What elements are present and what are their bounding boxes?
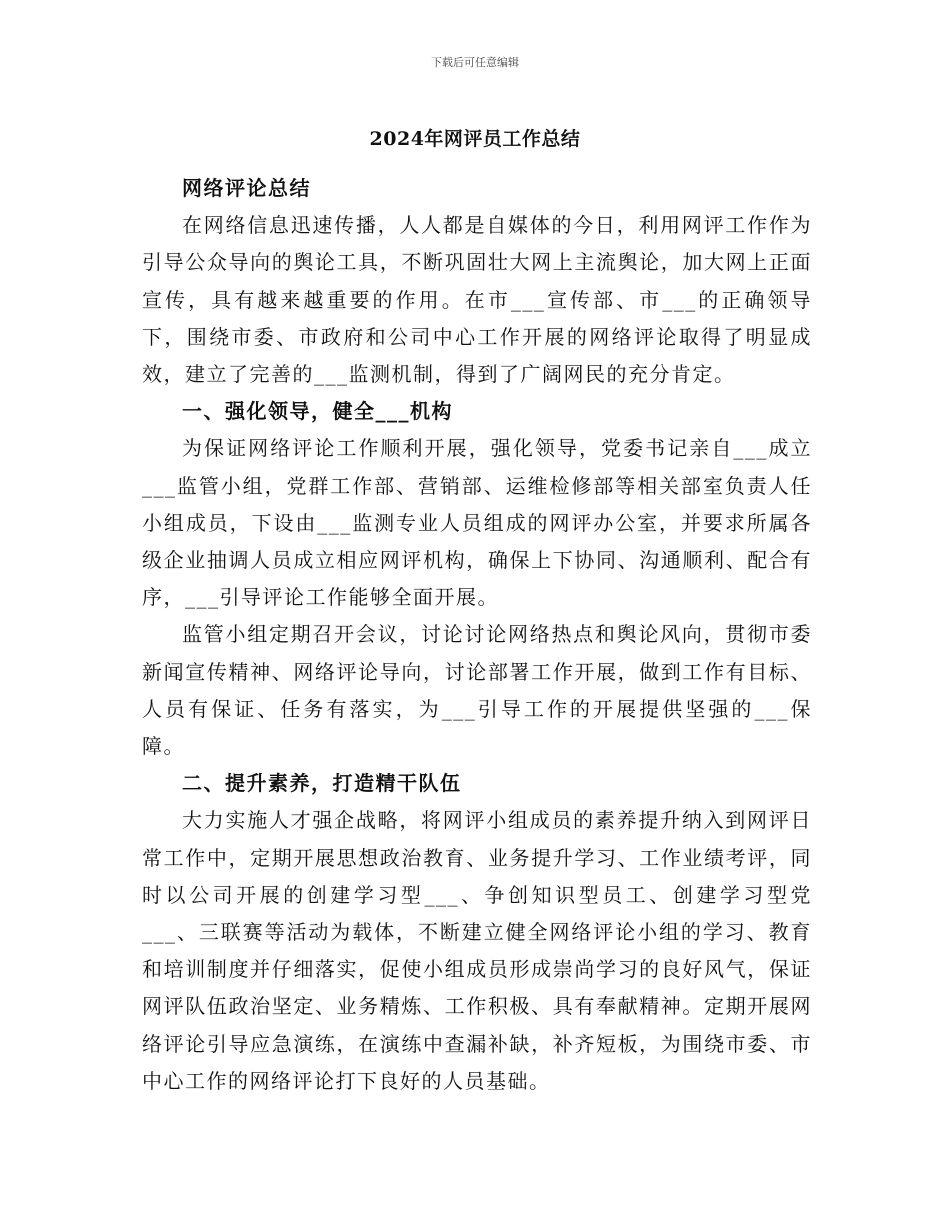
document-body xyxy=(142,170,812,1100)
intro-heading: 网络评论总结 xyxy=(182,176,311,200)
section2-paragraph-1: 大力实施人才强企战略，将网评小组成员的素养提升纳入到网评日常工作中，定期开展思想政治教育、业务提升学习、工作业绩考评，同时以公司开展的创建学习型___、争创知识型员工、创建学习型党___、三联赛等活动为载体，不断建立健全网络评论小组的学习、教育和培训制度并仔细落实，促使小组成员形成崇尚学习的良好风气，保证网评队伍政治坚定、业务精炼、工作积极、具有奉献精神。定期开展网络评论引导应急演练，在演练中查漏补缺，补齐短板，为围绕市委、市中心工作的网络评论打下良好的人员基础。 xyxy=(142,808,812,1093)
section2-heading: 二、提升素养，打造精干队伍 xyxy=(182,771,462,796)
document-title: 2024年网评员工作总结 xyxy=(369,128,581,150)
header-note: 下载后可任意编辑 xyxy=(431,56,519,69)
section1-heading: 一、强化领导，健全___机构 xyxy=(182,399,453,424)
intro-paragraph: 在网络信息迅速传播，人人都是自媒体的今日，利用网评工作作为引导公众导向的舆论工具，不断巩固壮大网上主流舆论，加大网上正面宣传，具有越来越重要的作用。在市___宣传部、市___的正确领导下，围绕市委、市政府和公司中心工作开展的网络评论取得了明显成效，建立了完善的___监测机制，得到了广阔网民的充分肯定。 xyxy=(142,213,812,387)
section1-paragraph-1: 为保证网络评论工作顺利开展，强化领导，党委书记亲自___成立___监管小组，党群工作部、营销部、运维检修部等相关部室负责人任小组成员，下设由___监测专业人员组成的网评办公室，并要求所属各级企业抽调人员成立相应网评机构，确保上下协同、沟通顺利、配合有序，___引导评论工作能够全面开展。 xyxy=(142,436,812,610)
section1-paragraph-2: 监管小组定期召开会议，讨论讨论网络热点和舆论风向，贯彻市委新闻宣传精神、网络评论导向，讨论部署工作开展，做到工作有目标、人员有保证、任务有落实，为___引导工作的开展提供坚强的___保障。 xyxy=(142,622,812,759)
